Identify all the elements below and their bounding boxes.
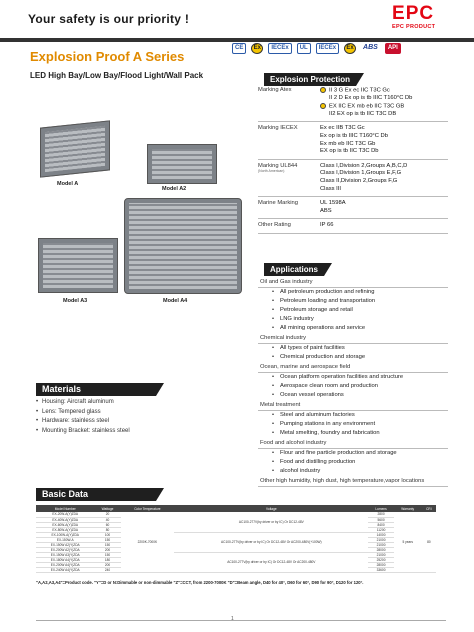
wattage-cell: 80: [94, 527, 120, 532]
logo-letter-c: C: [419, 3, 434, 24]
protection-value: Class III: [320, 185, 341, 192]
wattage-cell: 150: [94, 552, 120, 557]
logo-letters: [392, 4, 450, 24]
wattage-cell: 60: [94, 522, 120, 527]
column-header: Lumens: [368, 505, 393, 512]
slogan: Your safety is our priority !: [28, 12, 190, 26]
model-a3-label: Model A3: [63, 298, 88, 304]
model-a4-label: Model A4: [163, 298, 188, 304]
app-category: Oil and Gas industry: [258, 277, 448, 288]
iecex-cert-icon: IECEx: [268, 43, 291, 54]
model-a4-image: [124, 198, 242, 294]
lumens-cell: 25200: [368, 557, 393, 562]
app-item: • Flour and fine particle production and storage: [258, 449, 448, 458]
app-category: Other high humidity, high dust, high temperature,vapor locations: [258, 476, 448, 487]
warranty-cell: 5 years: [394, 512, 422, 572]
column-header: Wattage: [94, 505, 120, 512]
basic-data-table: [36, 505, 436, 573]
lumens-cell: 11200: [368, 527, 393, 532]
model-cell: EX-40W-A(Y)ZDA: [36, 517, 94, 522]
explosion-protection-heading: Explosion Protection: [264, 73, 356, 86]
model-cell: EX-200W A2(Y)ZDA: [36, 547, 94, 552]
protection-value: Ex op is tb IIIC T160°C Db: [320, 133, 388, 140]
protection-row: [258, 197, 448, 219]
model-cell: EX-60W-A(Y)ZDA: [36, 522, 94, 527]
lumens-cell: 5600: [368, 517, 393, 522]
app-category: Chemical industry: [258, 333, 448, 344]
series-title: Explosion Proof A Series: [30, 49, 185, 64]
protection-value: Class I,Division 1,Groups E,F,G: [320, 170, 402, 177]
lumens-cell: 14000: [368, 532, 393, 537]
protection-value: Ex ec IIB T3C Gc: [320, 125, 365, 132]
column-header: Voltage: [174, 505, 368, 512]
protection-label: Other Rating: [258, 222, 291, 229]
model-cell: EX-180W A4(Y)ZDA: [36, 557, 94, 562]
app-item: • Aerospace clean room and production: [258, 382, 448, 391]
protection-row: [258, 160, 448, 197]
protection-values: [320, 163, 448, 193]
iecex-cert-icon-2: IECEx: [316, 43, 339, 54]
protection-value: II 2 D Ex op is tb IIIC T160°C Db: [329, 95, 413, 102]
model-a-image: [40, 120, 110, 177]
model-cell: EX-100W-A(Y)ZDA: [36, 532, 94, 537]
protection-label: Marking IECEX: [258, 125, 298, 132]
lumens-cell: 2800: [368, 512, 393, 517]
lumens-cell: 21000: [368, 537, 393, 542]
column-header: Color Temperature: [121, 505, 175, 512]
model-cell: EX-150W A3(Y)ZDA: [36, 552, 94, 557]
protection-value: Class II,Division 2,Groups F,G: [320, 178, 398, 184]
protection-values: [320, 87, 448, 118]
logo-letter-p: P: [405, 3, 419, 24]
protection-value: IP 66: [320, 222, 334, 229]
app-item: • Steel and aluminum factories: [258, 411, 448, 420]
model-a2-label: Model A2: [162, 186, 187, 192]
protection-table: [258, 84, 448, 234]
protection-value: Class I,Division 2,Groups A,B,C,D: [320, 162, 408, 169]
app-item: • LNG industry: [258, 315, 448, 324]
column-header: Warranty: [394, 505, 422, 512]
model-a2-image: [147, 144, 217, 184]
wattage-cell: 100: [94, 532, 120, 537]
app-item: • Chemical production and storage: [258, 353, 448, 362]
ce-cert-icon: CE: [232, 43, 246, 54]
wattage-cell: 150: [94, 542, 120, 547]
protection-value: UL 1598A: [320, 200, 346, 207]
lumens-cell: 28000: [368, 562, 393, 567]
ul-cert-icon: UL: [297, 43, 311, 54]
product-subtitle: LED High Bay/Low Bay/Flood Light/Wall Pack: [30, 71, 204, 80]
abs-cert-icon: ABS: [363, 43, 378, 51]
model-cell: EX-150W A2(Y)ZDA: [36, 542, 94, 547]
protection-values: [320, 200, 448, 215]
protection-value: EX IIC EX mb eb IIC T3C GB: [320, 103, 448, 111]
logo-subtitle: EPC PRODUCT: [392, 24, 436, 30]
column-header: Model Number: [36, 505, 94, 512]
materials-heading: Materials: [36, 383, 156, 396]
model-code-footnote: "A,A2,A3,A4"=Product code. "Y"=D or N:Dimmable or non-dimmable "Z"=CCT, from 2200-7000K "D"=Beam angle, D40 for 40°, D60 for 60°, D90 for 90°, D120 for 120°.: [36, 580, 364, 585]
epc-logo: [392, 4, 450, 34]
wattage-cell: 240: [94, 567, 120, 572]
wattage-cell: 200: [94, 562, 120, 567]
ex-mark-icon: [320, 87, 326, 93]
model-a-label: Model A: [57, 181, 79, 187]
app-item: • Ocean platform operation facilities and structure: [258, 373, 448, 382]
app-category: Metal treatment: [258, 400, 448, 411]
api-cert-icon: API: [385, 43, 401, 54]
basic-data-heading: Basic Data: [36, 488, 156, 501]
material-item: • Mounting Bracket: stainless steel: [36, 427, 130, 437]
page-number: 1: [231, 616, 234, 622]
app-category: Ocean, marine and aerospace field: [258, 362, 448, 373]
protection-label: Marking Atex: [258, 87, 292, 93]
app-item: • All petroleum production and refining: [258, 288, 448, 297]
protection-row: [258, 122, 448, 159]
app-item: • Metal smelting, foundry and fabrication: [258, 429, 448, 438]
material-item: • Lens: Tempered glass: [36, 408, 130, 418]
logo-letter-e: E: [392, 3, 405, 24]
page-header: [0, 0, 474, 38]
model-a3-image: [38, 238, 118, 293]
lumens-cell: 33600: [368, 567, 393, 572]
voltage-cell: AC100-277V(by driver or by IC) Or DC12-48V Or AC200-480V: [174, 552, 368, 572]
material-item: • Housing: Aircraft aluminum: [36, 398, 130, 408]
wattage-cell: 200: [94, 547, 120, 552]
model-cell: EX-20W-A(Y)ZDA: [36, 512, 94, 517]
wattage-cell: 150: [94, 537, 120, 542]
certification-logos: [232, 40, 401, 56]
applications-list: [258, 277, 448, 487]
voltage-cell: AC100-277V(by driver or by IC) Or DC12-48V Or AC200-480V(+100W): [174, 532, 368, 552]
color-temp-cell: 2200K-7000K: [121, 512, 175, 572]
wattage-cell: 20: [94, 512, 120, 517]
footer-divider: [36, 620, 446, 621]
app-item: • All mining operations and service: [258, 324, 448, 333]
material-item: • Hardware: stainless steel: [36, 417, 130, 427]
model-cell: EX-240W A4(Y)ZDA: [36, 567, 94, 572]
lumens-cell: 28000: [368, 547, 393, 552]
wattage-cell: 180: [94, 557, 120, 562]
voltage-cell: AC100-277V(by driver or by IC) Or DC12-48V: [174, 512, 368, 532]
materials-list: [36, 398, 130, 436]
lumens-cell: 21000: [368, 552, 393, 557]
app-item: • All types of paint facilities: [258, 344, 448, 353]
app-item: • Food and distilling production: [258, 458, 448, 467]
app-item: • Ocean vessel operations: [258, 391, 448, 400]
model-cell: EX-80W-A(Y)ZDA: [36, 527, 94, 532]
ex-cert-icon: Ex: [251, 43, 263, 54]
model-cell: EX-150W-A: [36, 537, 94, 542]
cri-cell: 80: [422, 512, 436, 572]
model-cell: EX-200W A4(Y)ZDA: [36, 562, 94, 567]
lumens-cell: 8400: [368, 522, 393, 527]
protection-label: Marine Marking: [258, 200, 298, 207]
protection-values: [320, 125, 448, 155]
app-item: • Petroleum storage and retail: [258, 306, 448, 315]
protection-value: Ex mb eb IIC T3C Gb: [320, 140, 376, 147]
column-header: CRI: [422, 505, 436, 512]
protection-label: Marking UL844 (North American): [258, 163, 320, 193]
atex-cert-icon: Ex: [344, 43, 356, 54]
app-category: Food and alcohol industry: [258, 438, 448, 449]
protection-value: EX op is tb IIC T3C Db: [320, 148, 379, 155]
ex-mark-icon: [320, 103, 326, 109]
app-item: • Petroleum loading and transportation: [258, 297, 448, 306]
protection-note: (North American): [258, 168, 285, 173]
protection-row: [258, 219, 448, 234]
wattage-cell: 40: [94, 517, 120, 522]
lumens-cell: 21000: [368, 542, 393, 547]
app-item: • alcohol industry: [258, 467, 448, 476]
app-item: • Pumping stations in any environment: [258, 420, 448, 429]
protection-value: II 3 G Ex ec IIC T3C Gc: [320, 87, 448, 95]
protection-value: II2 EX op is tb IIC T3C DB: [329, 110, 397, 117]
protection-values: [320, 222, 448, 230]
table-header-row: [36, 505, 436, 512]
protection-value: ABS: [320, 207, 332, 214]
protection-row: [258, 84, 448, 122]
applications-heading: Applications: [264, 263, 324, 276]
